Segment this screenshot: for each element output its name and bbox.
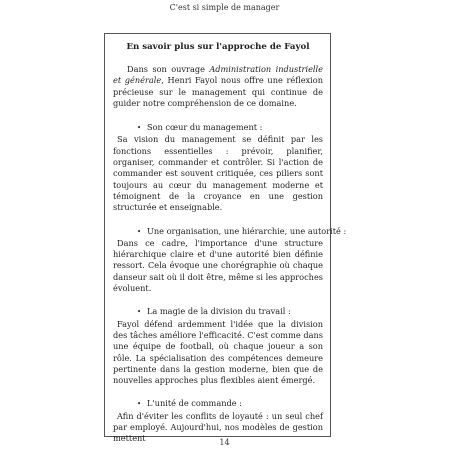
intro-text-start: Dans son ouvrage	[127, 64, 210, 74]
bullet-icon: •	[137, 308, 142, 317]
section-body: Dans ce cadre, l'importance d'une structure hiérarchique claire et d'une autorité bien définie ressort. Cela évoque une chorégraphie où chaque danseur sait où il doit être, même si les approches évoluent.	[113, 237, 323, 294]
section-body: Sa vision du management se définit par les fonctions essentielles : prévoir, planifier, organiser, commander et contrôler. Si l'action de commander est souvent critiquée, ces piliers sont toujours au cœur du management moderne et témoignent de la croyance en une gestion structurée et enseignable.	[113, 134, 323, 213]
section-body: Fayol défend ardemment l'idée que la division des tâches améliore l'efficacité. C'est comme dans une équipe de football, où chaque joueur a son rôle. La spécialisation des compétences demeure pertinente dans la gestion moderne, bien que de nouvelles approches plus flexibles aient émergé.	[113, 318, 323, 386]
section-division-of-labour	[113, 306, 323, 386]
section-heading-text: Une organisation, une hiérarchie, une autorité :	[147, 225, 347, 236]
section-organisation	[113, 225, 347, 295]
section-heading	[113, 398, 323, 410]
section-body: Afin d'éviter les conflits de loyauté : un seul chef par employé. Aujourd'hui, nos modèles de gestion mettent	[113, 410, 323, 444]
section-heading	[113, 306, 323, 318]
section-heading-text: La magie de la division du travail :	[147, 306, 291, 317]
running-header: C'est si simple de manager	[169, 3, 280, 12]
section-heading	[113, 122, 323, 134]
section-heading-text: Son cœur du management :	[147, 122, 263, 133]
intro-text-end: , Henri Fayol nous offre une réflexion précieuse sur le management qui continue de guider notre compréhension de ce domaine.	[113, 75, 323, 108]
section-heading-text: L'unité de commande :	[147, 398, 242, 409]
page-number: 14	[219, 438, 230, 447]
box-title: En savoir plus sur l'approche de Fayol	[126, 42, 310, 52]
intro-paragraph	[113, 64, 323, 109]
section-management-core	[113, 122, 323, 213]
bullet-icon: •	[137, 124, 142, 133]
bullet-icon: •	[137, 227, 142, 236]
section-heading	[113, 225, 347, 238]
bullet-icon: •	[137, 400, 142, 409]
book-title: Administration industrielle et générale	[113, 64, 324, 86]
